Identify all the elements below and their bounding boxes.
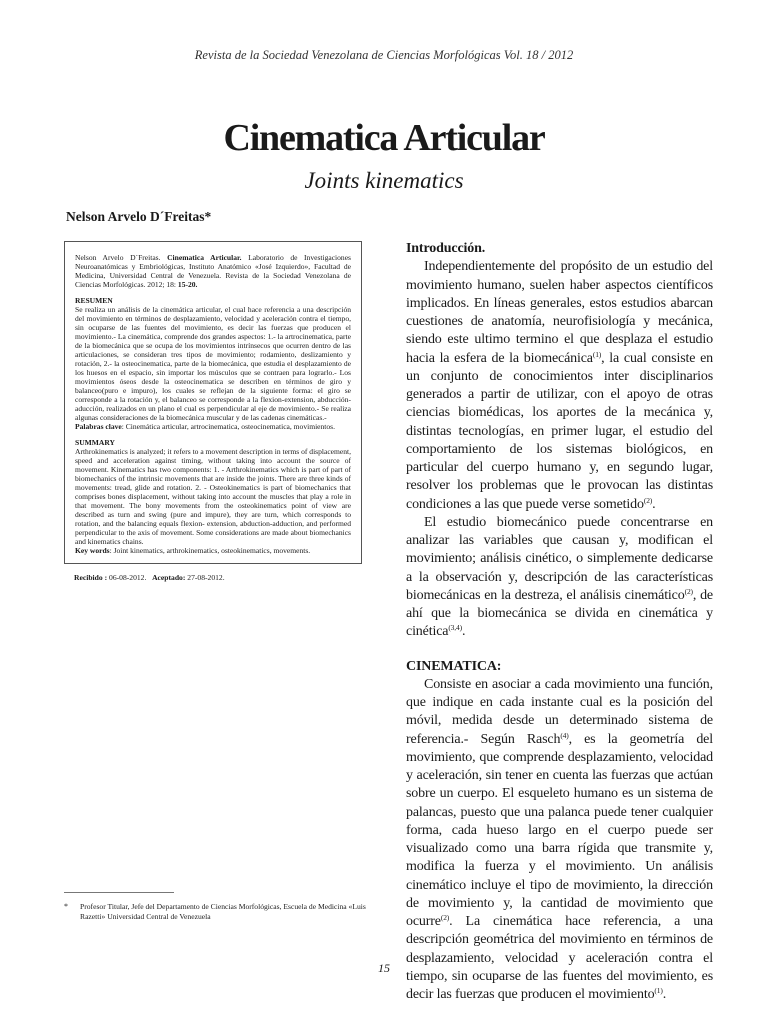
received-value: 06-08-2012. bbox=[107, 573, 147, 582]
palabras-clave-text: : Cinemática articular, artrocinematica, osteocinematica, movimientos. bbox=[121, 422, 335, 431]
author-name: Nelson Arvelo D´Freitas* bbox=[66, 209, 212, 224]
summary-heading: SUMMARY bbox=[75, 438, 115, 447]
citation-ref[interactable]: (2) bbox=[684, 586, 693, 596]
citation bbox=[75, 253, 351, 289]
page-number: 15 bbox=[378, 961, 390, 975]
citation-ref[interactable]: (1) bbox=[654, 986, 663, 995]
citation-author: Nelson Arvelo D´Freitas. bbox=[75, 253, 168, 262]
key-words-label: Key words bbox=[75, 546, 110, 555]
received-label: Recibido : bbox=[74, 573, 108, 582]
cinematica-heading: CINEMATICA: bbox=[406, 658, 502, 674]
intro-p2-text-a: El estudio biomecánico puede concentrarse en analizar las variables que causan y, modifican el movimiento; análisis cinético, o simplemente dedicarse a la observación y, descripción de las características biomecánicas en la destreza, el análisis cinemático bbox=[406, 514, 713, 603]
citation-ref[interactable]: (2) bbox=[440, 913, 450, 922]
citation-ref[interactable]: (1) bbox=[592, 349, 602, 359]
palabras-clave bbox=[75, 422, 351, 431]
article-title: Cinematica Articular bbox=[223, 117, 545, 159]
footnote-marker: * bbox=[64, 902, 68, 911]
citation-affiliation: Laboratorio de Investigaciones Neuroanatómicas y Embriológicas, Instituto Anatómico «José Izquierdo», Facultad de Medicina, Universidad Central de Venezuela. Revista de la Sociedad Venezolana de Ciencias Morfológicas. 2012; 18: bbox=[75, 253, 351, 289]
intro-heading: Introducción. bbox=[406, 241, 486, 256]
key-words-text: : Joint kinematics, arthrokinematics, osteokinematics, movements. bbox=[109, 546, 311, 555]
received-dates bbox=[74, 573, 225, 582]
intro-p1-text-b: , la cual consiste en un conjunto de conocimientos inter disciplinarios generados a partir de utilizar, con el apoyo de otras ciencias biomédicas, los aportes de la mecánica y, distintas tecnologías, en primer lugar, el estudio del comportamiento de los sistemas biológicos, en particular del cuerpo humano y, en segundo lugar, resolver los problemas que le provocan las distintas condiciones a las que puede verse sometido bbox=[406, 350, 714, 512]
summary-text: Arthrokinematics is analyzed; it refers to a movement description in terms of displacement, speed and acceleration against timing, without taking into account the source of movement. Kinematics has two components: 1. - Arthrokinematics which is part of part of biomechanics of the intrinsic movements that are inside the joints. There are three kinds of movements: tread, glide and rotation. 2. - Osteokinematics is part of biomechanics that comprises bones displacement, without taking into account the muscles that play a role in that movement. The bony movements from the osteokinematics point of view are described as turn and swing (pure and impure), they are turn, which corresponds to rotation, and the balancing equals flexion- extension, abduction-adduction, and performed perpendicular to the axis of movement. Some considerations are made about biomechanics and kinematics chains. bbox=[75, 447, 352, 546]
article-subtitle: Joints kinematics bbox=[304, 168, 464, 193]
running-head: Revista de la Sociedad Venezolana de Ciencias Morfológicas Vol. 18 / 2012 bbox=[194, 48, 574, 62]
abstract-box bbox=[64, 241, 362, 564]
intro-paragraph-1 bbox=[406, 258, 713, 514]
resumen-heading: RESUMEN bbox=[75, 296, 113, 305]
cin-p1-text-d: . bbox=[662, 987, 667, 1002]
cin-p1-text-b: , es la geometría del movimiento, que comprende desplazamiento, velocidad y aceleración, sin tener en cuenta las fuerzas que actúan sobre un cuerpo. El esqueleto humano es un sistema de palancas, puesto que una palanca puede tener cualquier forma, cada hueso largo en el cuerpo puede ser visualizado como una barra rígida que transmite y, modifica la fuerza y el movimiento. Un análisis cinemático incluye el tipo de movimiento, la dirección de movimiento y, la cantidad de movimiento que ocurre bbox=[406, 731, 713, 929]
cin-p1-text-a: Consiste en asociar a cada movimiento una función, que indique en cada instante cual es la posición del móvil, medida desde un determinado sistema de referencia.- Según Rasch bbox=[406, 676, 713, 747]
section-gap bbox=[406, 642, 713, 658]
intro-p2-text-c: . bbox=[461, 624, 466, 640]
intro-p2-text-b: , de ahí que la biomecánica se divida en cinemática y cinética bbox=[406, 587, 713, 640]
citation-ref[interactable]: (4) bbox=[560, 730, 569, 740]
footnote-rule bbox=[64, 892, 174, 893]
body-column bbox=[406, 240, 713, 1004]
intro-paragraph-2 bbox=[406, 514, 713, 642]
citation-pages: 15-20. bbox=[177, 280, 198, 289]
cinematica-paragraph bbox=[406, 676, 713, 1005]
palabras-clave-label: Palabras clave bbox=[75, 422, 122, 431]
resumen-text: Se realiza un análisis de la cinemática articular, el cual hace referencia a una descripción del movimiento en términos de desplazamiento, velocidad y aceleración contra el tiempo, sin ocuparse de las fuentes del movimiento, es decir las fuerzas que producen el movimiento.- La cinemática, comprende dos grandes aspectos: 1.- la artrocinematica, parte de la biomecánica que se ocupa de los movimientos intrínsecos que ocurren dentro de las articulaciones, se consideran tres tipos de movimiento; rodamiento, deslizamiento y rotación, 2.- la osteocinematica, parte de la biomecánica, que estudia el desplazamiento de los huesos en el espacio, sin importar los músculos que se contraen para lograrlo.- Los movimientos óseos desde la osteocinematica se describen en términos de giro y balanceo(puro e impuro), los cuales se reflejan de la siguiente forma: el giro se corresponde a la rotación y, el balanceo se corresponde a la flexion-extension, abducción-aducción, realizados en un plano el cual es perpendicular al eje de movimiento.- Se realiza algunas consideraciones de la biomecánica muscular y de las cadenas cinemáticas.- bbox=[75, 305, 351, 422]
footnote-text: Profesor Titular, Jefe del Departamento de Ciencias Morfológicas, Escuela de Medicina «Luis Razetti» Universidad Central de Venezuela bbox=[80, 902, 366, 921]
intro-p1-text-a: Independientemente del propósito de un estudio del movimiento humano, suelen haber aspectos científicos implicados. En líneas generales, estos estudios abarcan cuestiones de anatomía, neurofisiología y mecánica, siendo este ultimo termino el que desplaza el estudio hacia la esfera de la biomecánica bbox=[406, 259, 713, 366]
accepted-label: Aceptado: bbox=[152, 573, 186, 582]
intro-p1-text-c: . bbox=[652, 496, 656, 512]
key-words bbox=[75, 546, 351, 555]
citation-title: Cinematica Articular. bbox=[167, 253, 242, 262]
accepted-value: 27-08-2012. bbox=[185, 573, 225, 582]
citation-ref[interactable]: (3,4) bbox=[448, 623, 462, 633]
citation-ref[interactable]: (2) bbox=[643, 495, 653, 505]
cin-p1-text-c: . La cinemática hace referencia, a una descripción geométrica del movimiento en términos de desplazamiento, velocidad y aceleración contra el tiempo, sin ocuparse de las fuentes del movimiento, es decir las fuerzas que producen el movimiento bbox=[406, 914, 713, 1002]
